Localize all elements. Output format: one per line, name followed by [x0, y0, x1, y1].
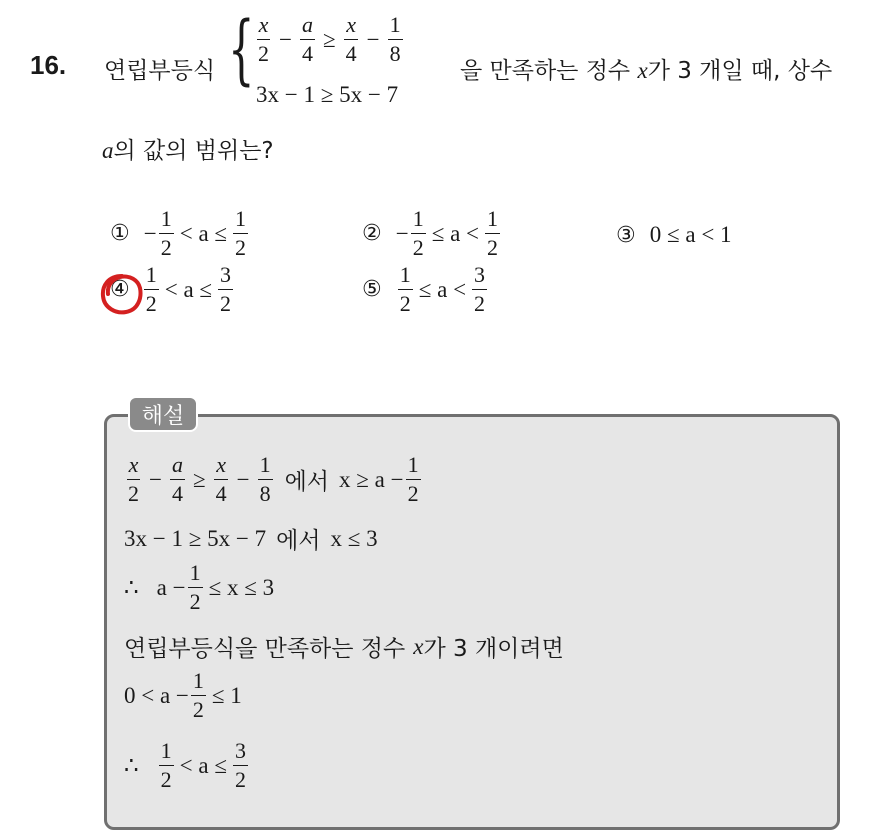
fraction: $\frac{1}{2}$	[487, 206, 499, 260]
problem-tail-text: 을 만족하는 정수 x가 3 개일 때, 상수	[460, 58, 833, 84]
fraction: $\frac{x}{4}$	[345, 12, 357, 66]
fraction: $\frac{3}{2}$	[220, 262, 232, 316]
solution-line-1: $\frac{x}{2}$ − $\frac{a}{4}$ ≥ $\frac{x}{4}$ − $\frac{1}{8}$ 에서 x ≥ a − $\frac{1}{2}$	[128, 452, 419, 506]
fraction: $\frac{1}{8}$	[389, 12, 401, 66]
problem-number: 16.	[30, 50, 67, 80]
fraction: $\frac{1}{2}$	[235, 206, 247, 260]
solution-line-5: 0 < a − $\frac{1}{2}$ ≤ 1	[124, 668, 242, 722]
fraction: $\frac{1}{2}$	[160, 206, 172, 260]
answer-circle-mark	[98, 270, 146, 318]
fraction: $\frac{1}{2}$	[399, 262, 411, 316]
fraction: $\frac{3}{2}$	[474, 262, 486, 316]
system-inequality-1: $\frac{x}{2}$ − $\frac{a}{4}$ ≥ $\frac{x}{4}$ − $\frac{1}{8}$	[258, 12, 401, 66]
choice-3[interactable]: ③ 0 ≤ a < 1	[616, 222, 732, 248]
fraction: $\frac{a}{4}$	[301, 12, 313, 66]
choice-4[interactable]: ④ $\frac{1}{2}$ < a ≤ $\frac{3}{2}$	[110, 262, 232, 316]
fraction: $\frac{1}{2}$	[412, 206, 424, 260]
solution-line-4: 연립부등식을 만족하는 정수 x 가 3 개이려면	[124, 633, 564, 662]
system-brace: {	[228, 4, 255, 93]
choice-5[interactable]: ⑤ $\frac{1}{2}$ ≤ a < $\frac{3}{2}$	[362, 262, 486, 316]
choice-1[interactable]: ① − $\frac{1}{2}$ < a ≤ $\frac{1}{2}$	[110, 206, 247, 260]
solution-line-6: ∴ $\frac{1}{2}$ < a ≤ $\frac{3}{2}$	[124, 738, 246, 792]
problem-lead-text: 연립부등식	[104, 58, 216, 84]
fraction: $\frac{x}{2}$	[258, 12, 269, 66]
fraction: $\frac{1}{2}$	[145, 262, 157, 316]
solution-tag: 해설	[128, 396, 198, 432]
choice-2[interactable]: ② − $\frac{1}{2}$ ≤ a < $\frac{1}{2}$	[362, 206, 499, 260]
system-inequality-2: 3x − 1 ≥ 5x − 7	[256, 82, 399, 107]
answer-circle-stroke	[103, 276, 141, 312]
solution-line-3: ∴ a − $\frac{1}{2}$ ≤ x ≤ 3	[124, 560, 275, 614]
solution-line-2: 3x − 1 ≥ 5x − 7 에서 x ≤ 3	[124, 525, 378, 554]
problem-line-2: a의 값의 범위는?	[102, 138, 274, 164]
